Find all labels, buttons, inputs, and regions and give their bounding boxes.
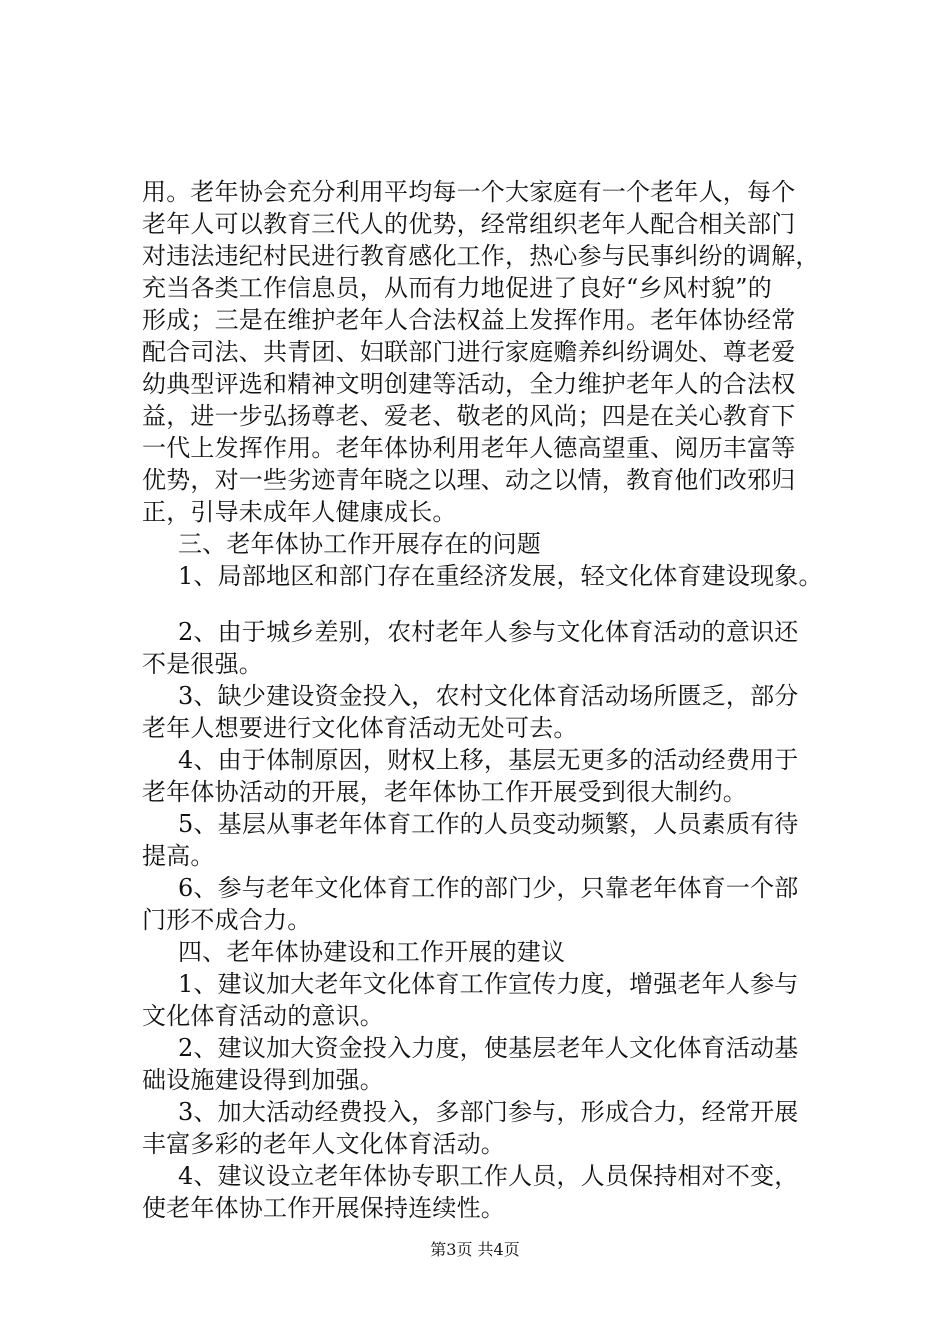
text-line: 3、加大活动经费投入，多部门参与，形成合力，经常开展 (178, 1098, 799, 1126)
text-line: 5、基层从事老年体育工作的人员变动频繁，人员素质有待 (178, 810, 799, 838)
text-line: 幼典型评选和精神文明创建等活动，全力维护老年人的合法权 (142, 370, 796, 398)
text-line: 文化体育活动的意识。 (142, 1002, 384, 1030)
text-line: 1、建议加大老年文化体育工作宣传力度，增强老年人参与 (178, 970, 799, 998)
text-line: 门形不成合力。 (142, 906, 312, 934)
text-line: 使老年体协工作开展保持连续性。 (142, 1194, 505, 1222)
section-heading: 四、老年体协建设和工作开展的建议 (178, 938, 566, 966)
text-line: 用。老年协会充分利用平均每一个大家庭有一个老年人，每个 (142, 178, 796, 206)
text-line: 充当各类工作信息员，从而有力地促进了良好“乡风村貌”的 (142, 274, 772, 302)
text-line: 老年人想要进行文化体育活动无处可去。 (142, 714, 578, 742)
paragraph-gap (142, 592, 862, 616)
text-line: 配合司法、共青团、妇联部门进行家庭赡养纠纷调处、尊老爱 (142, 338, 796, 366)
page-footer: 第3页 共4页 (430, 1240, 520, 1259)
text-line: 丰富多彩的老年人文化体育活动。 (142, 1130, 505, 1158)
text-line: 2、由于城乡差别，农村老年人参与文化体育活动的意识还 (178, 618, 799, 646)
text-line: 老年体协活动的开展，老年体协工作开展受到很大制约。 (142, 778, 747, 806)
text-line: 3、缺少建设资金投入，农村文化体育活动场所匮乏，部分 (178, 682, 799, 710)
text-line: 1、局部地区和部门存在重经济发展，轻文化体育建设现象。 (178, 562, 823, 590)
text-line: 对违法违纪村民进行教育感化工作，热心参与民事纠纷的调解， (142, 242, 820, 270)
text-line: 正，引导未成年人健康成长。 (142, 498, 457, 526)
text-line: 4、建议设立老年体协专职工作人员，人员保持相对不变， (178, 1162, 799, 1190)
text-line: 提高。 (142, 842, 215, 870)
text-line: 益，进一步弘扬尊老、爱老、敬老的风尚；四是在关心教育下 (142, 402, 796, 430)
text-line: 4、由于体制原因，财权上移，基层无更多的活动经费用于 (178, 746, 799, 774)
section-heading: 三、老年体协工作开展存在的问题 (178, 530, 541, 558)
body-text (142, 176, 862, 1224)
text-line: 不是很强。 (142, 650, 263, 678)
text-line: 2、建议加大资金投入力度，使基层老年人文化体育活动基 (178, 1034, 799, 1062)
text-line: 优势，对一些劣迹青年晓之以理、动之以情，教育他们改邪归 (142, 466, 796, 494)
text-line: 6、参与老年文化体育工作的部门少，只靠老年体育一个部 (178, 874, 799, 902)
text-line: 一代上发挥作用。老年体协利用老年人德高望重、阅历丰富等 (142, 434, 796, 462)
text-line: 础设施建设得到加强。 (142, 1066, 384, 1094)
text-line: 老年人可以教育三代人的优势，经常组织老年人配合相关部门 (142, 210, 796, 238)
text-line: 形成；三是在维护老年人合法权益上发挥作用。老年体协经常 (142, 306, 796, 334)
